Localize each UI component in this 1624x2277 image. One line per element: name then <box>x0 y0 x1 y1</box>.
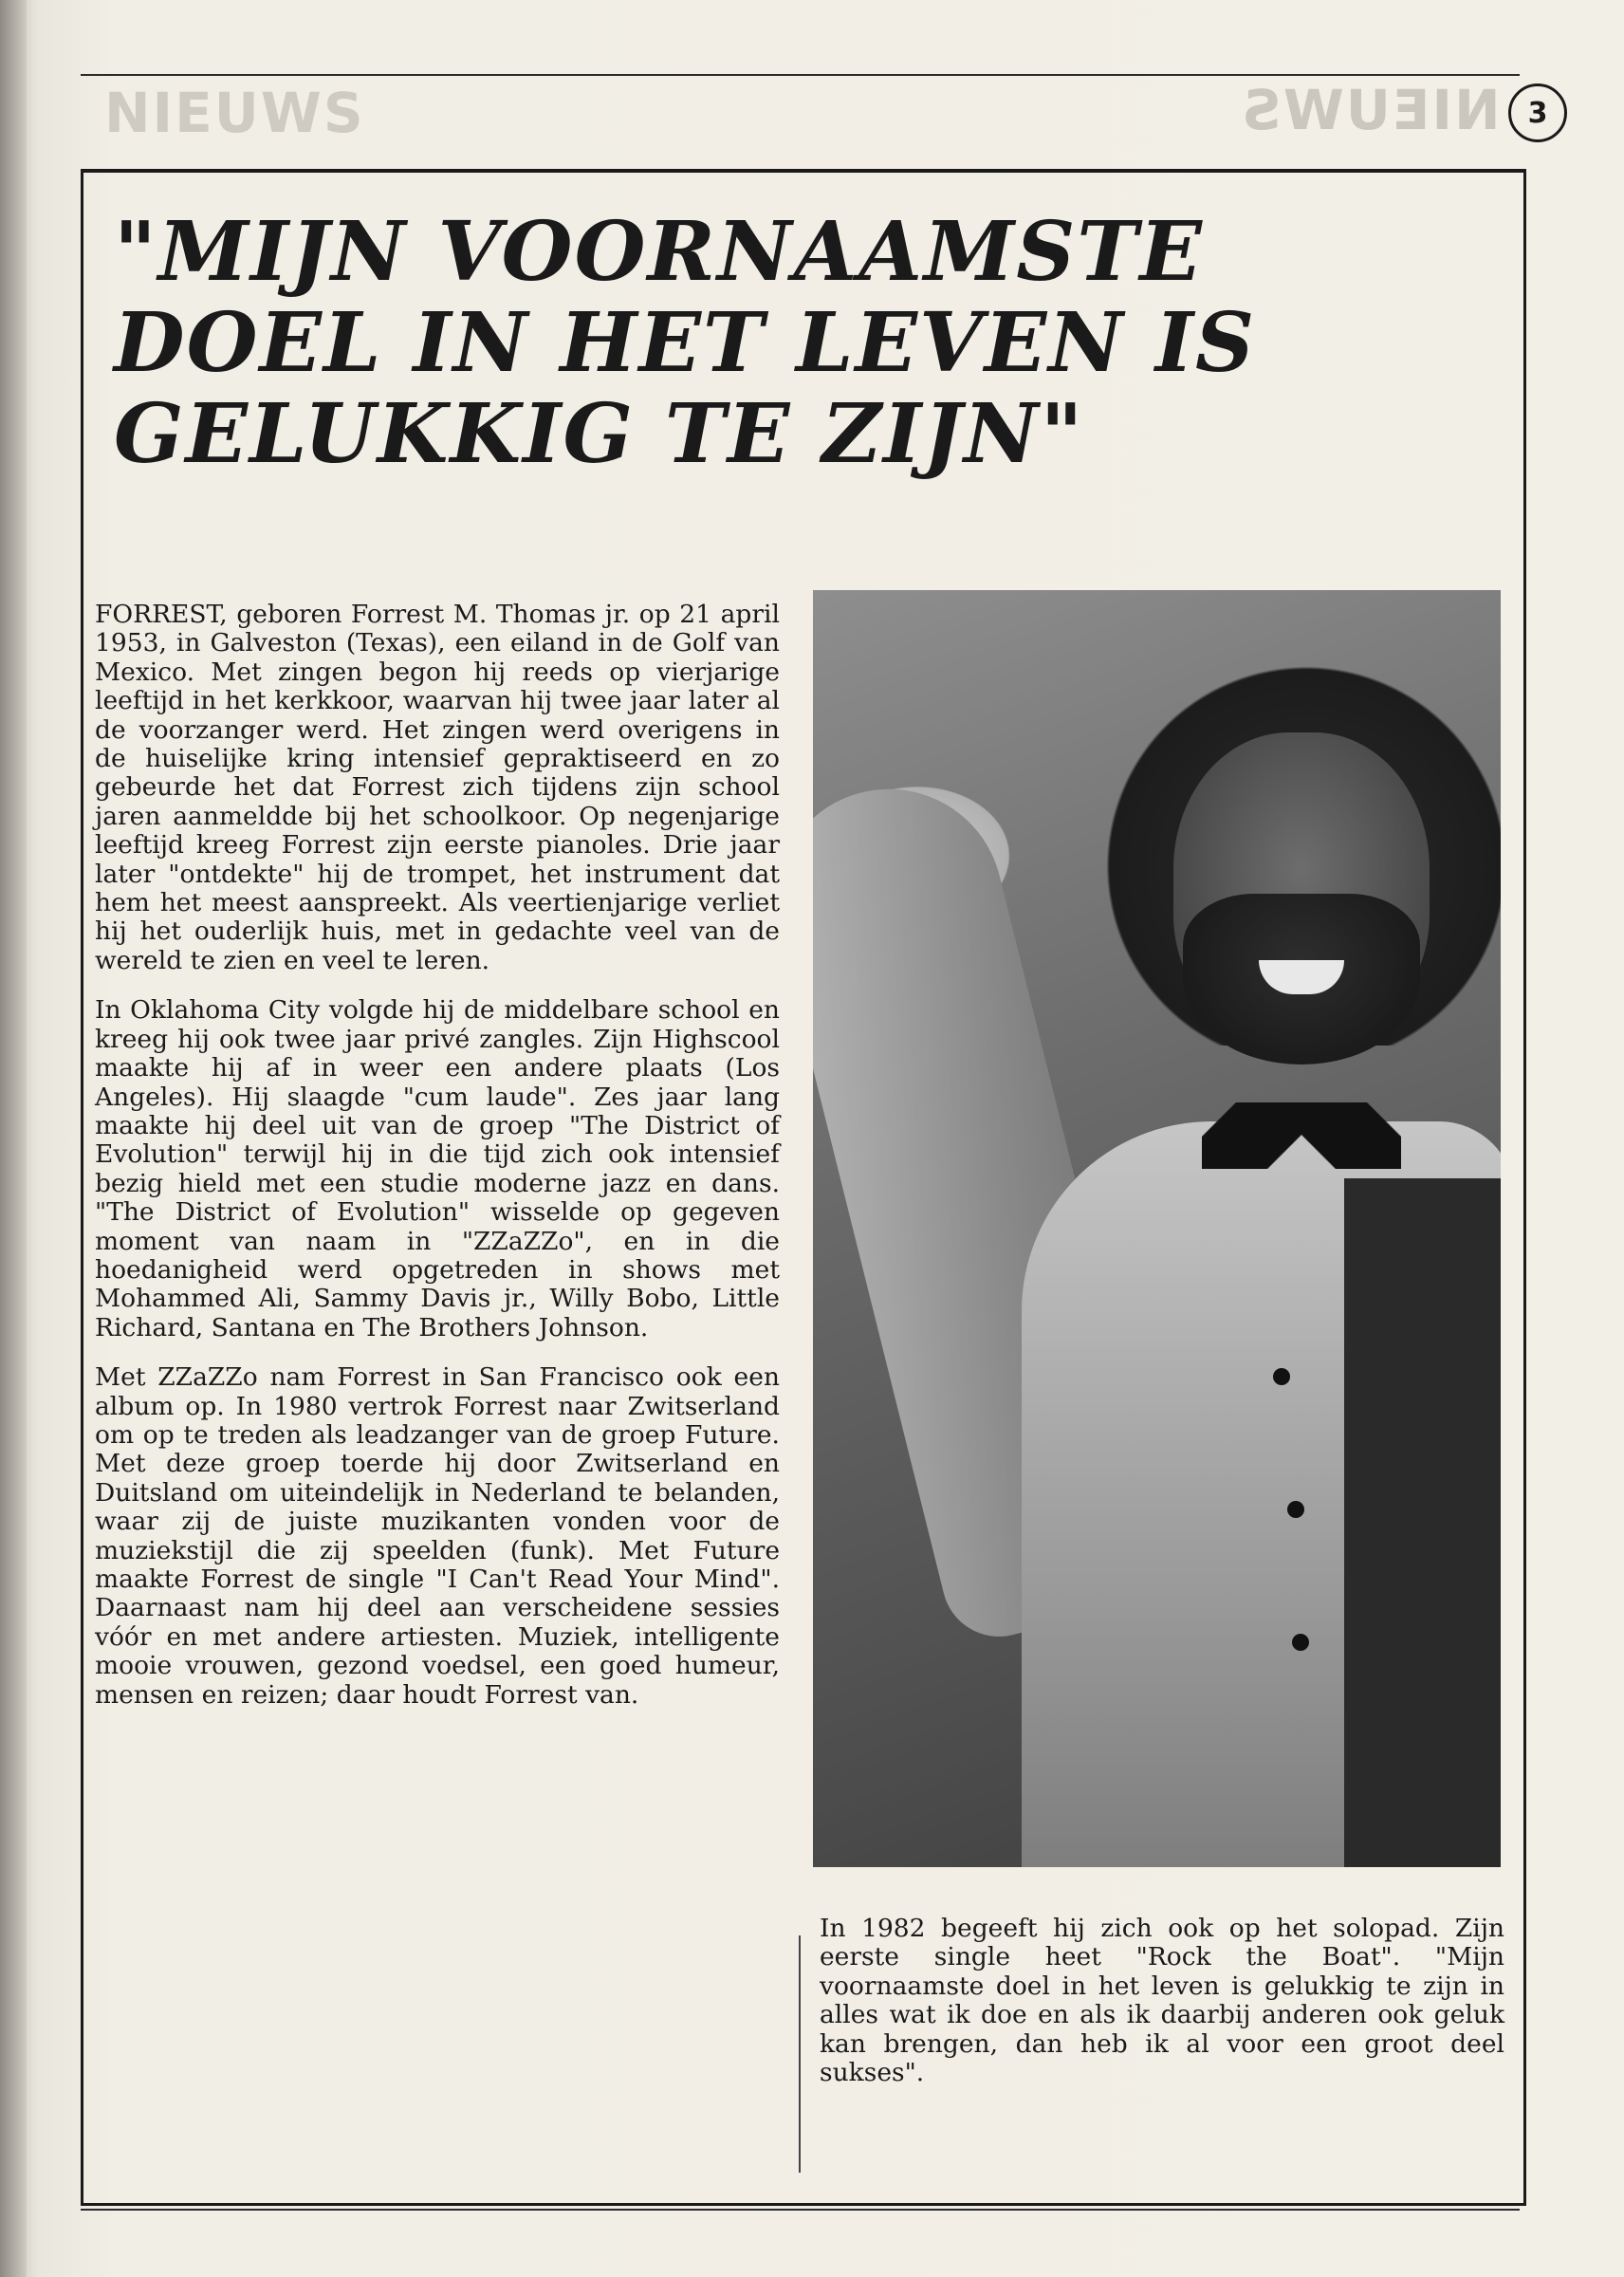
article-closing-paragraph: In 1982 begeeft hij zich ook op het solopad. Zijn eerste single heet "Rock the Boat". "Mijn voornaamste doel in het leven is gelukkig te zijn in alles wat ik doe en als ik daarbij anderen ook geluk kan brengen, dan heb ik al voor een groot deel sukses". <box>820 1914 1504 2088</box>
page-spine <box>0 0 27 2277</box>
section-label-mirrored: NIEUWS <box>1240 78 1501 142</box>
shirt-button <box>1292 1634 1309 1651</box>
header-rule <box>81 74 1520 76</box>
shirt-button <box>1287 1501 1304 1518</box>
page-number: 3 <box>1508 83 1567 142</box>
headline-line: "MIJN VOORNAAMSTE <box>114 204 1204 300</box>
artist-photo <box>813 590 1501 1867</box>
article-paragraph: Met ZZaZZo nam Forrest in San Francisco ook een album op. In 1980 vertrok Forrest naar Zwitserland om op te treden als leadzanger van de groep Future. Met deze groep toerde hij door Zwitserland en Duitsland om uiteindelijk in Nederland te belanden, waar zij de juiste muzikanten vonden voor de muziekstijl die zij speelden (funk). Met Future maakte Forrest de single "I Can't Read Your Mind". Daarnaast nam hij deel aan verscheidene sessies vóór en met andere artiesten. Muziek, intelligente mooie vrouwen, gezond voedsel, een goed humeur, mensen en reizen; daar houdt Forrest van. <box>95 1362 780 1710</box>
section-label: NIEUWS <box>104 81 365 145</box>
article-headline <box>114 204 1442 482</box>
article-body-column <box>95 601 780 1731</box>
photo-vest <box>1344 1178 1501 1867</box>
article-paragraph: In Oklahoma City volgde hij de middelbare school en kreeg hij ook twee jaar privé zangles. Zijn Highscool maakte hij af in weer een andere plaats (Los Angeles). Hij slaagde "cum laude". Zes jaar lang maakte hij deel uit van de groep "The District of Evolution" terwijl hij in die tijd zich ook intensief bezig hield met een studie moderne jazz en dans. "The District of Evolution" wisselde op gegeven moment van naam in "ZZaZZo", en in die hoedanigheid werd opgetreden in shows met Mohammed Ali, Sammy Davis jr., Willy Bobo, Little Richard, Santana en The Brothers Johnson. <box>95 995 780 1342</box>
article-paragraph: FORREST, geboren Forrest M. Thomas jr. op 21 april 1953, in Galveston (Texas), een eiland in de Golf van Mexico. Met zingen begon hij reeds op vierjarige leeftijd in het kerkkoor, waarvan hij twee jaar later al de voorzanger werd. Het zingen werd overigens in de huiselijke kring intensief gepraktiseerd en zo gebeurde het dat Forrest zich tijdens zijn school jaren aanmeldde bij het schoolkoor. Op negenjarige leeftijd kreeg Forrest zijn eerste pianoles. Drie jaar later "ontdekte" hij de trompet, het instrument dat hem het meest aanspreekt. Als veertienjarige verliet hij het ouderlijk huis, met in gedachte veel van de wereld te zien en veel te leren. <box>95 600 780 975</box>
column-divider <box>799 1935 801 2173</box>
shirt-button <box>1273 1368 1290 1385</box>
bow-tie <box>1202 1102 1401 1169</box>
footer-rule <box>81 2209 1520 2211</box>
headline-line: GELUKKIG TE ZIJN" <box>114 386 1085 482</box>
headline-line: DOEL IN HET LEVEN IS <box>114 295 1257 391</box>
